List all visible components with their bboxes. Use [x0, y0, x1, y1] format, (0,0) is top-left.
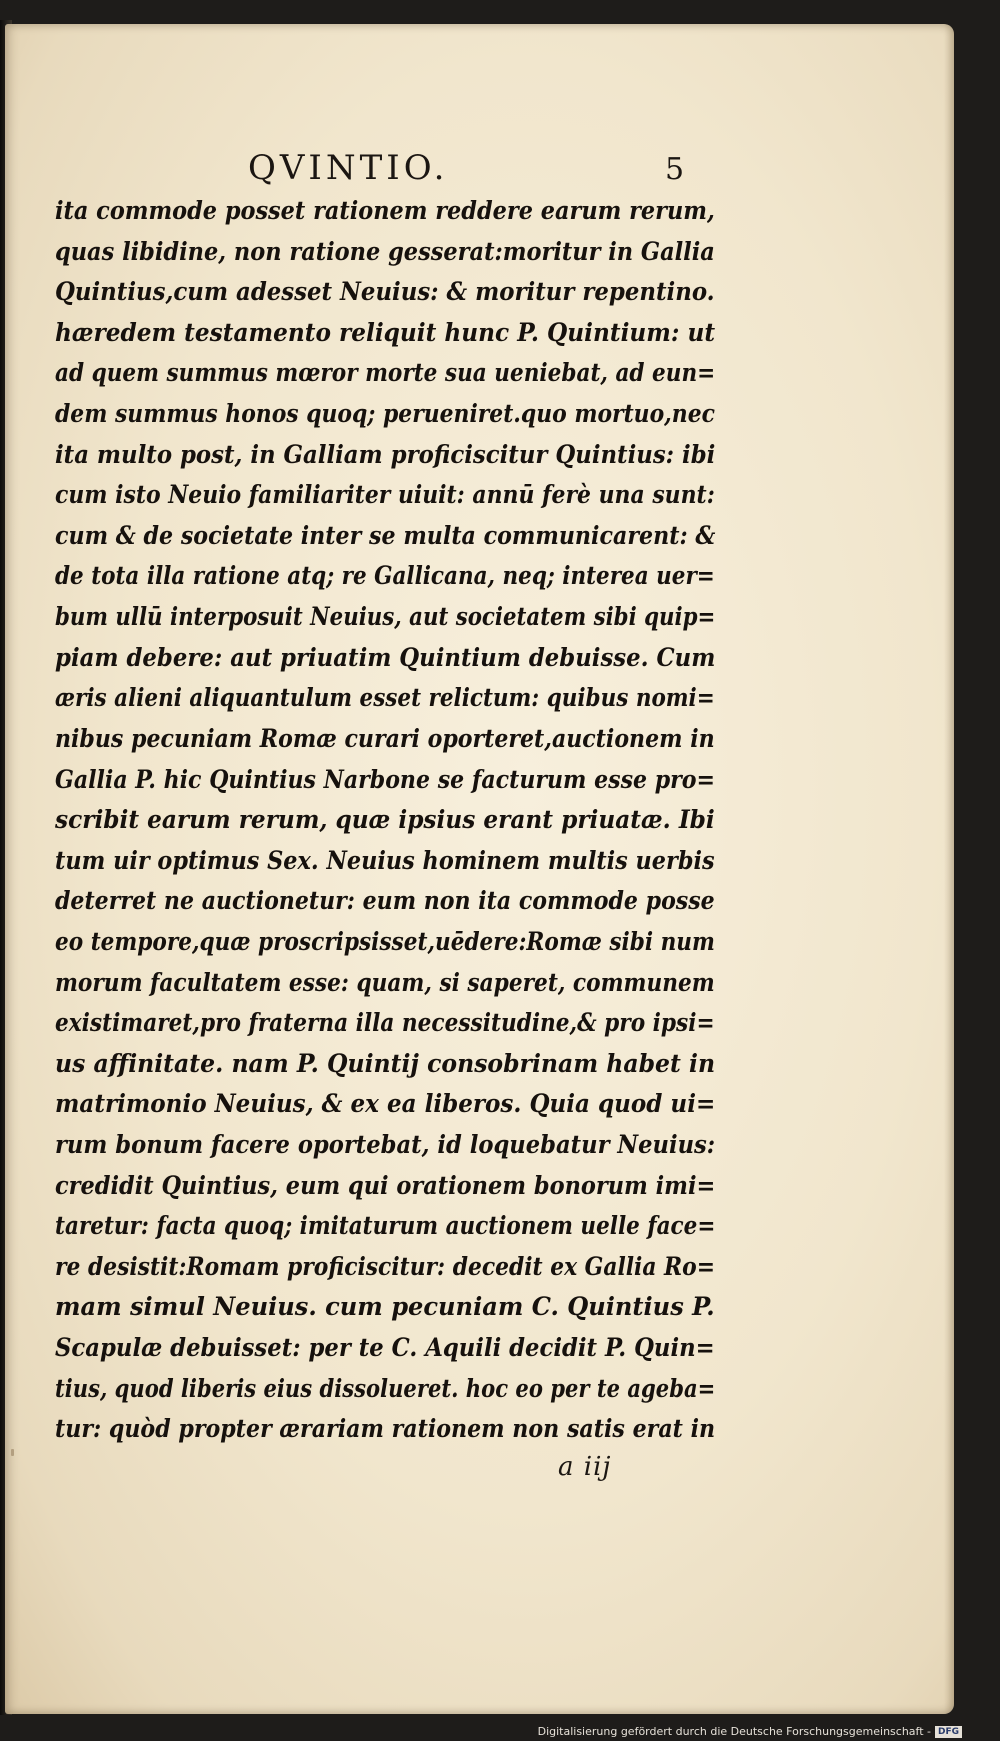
text-line: ad quem summus mœror morte sua ueniebat, ad eun=	[55, 357, 716, 388]
text-line: mam simul Neuius. cum pecuniam C. Quintius P.	[55, 1291, 715, 1322]
text-line: piam debere: aut priuatim Quintium debuisse. Cum	[55, 641, 716, 672]
text-line: deterret ne auctionetur: eum non ita commode posse	[55, 885, 715, 916]
text-line: matrimonio Neuius, & ex ea liberos. Quia quod ui=	[55, 1088, 716, 1119]
text-line: existimaret,pro fraterna illa necessitudine,& pro ipsi=	[55, 1007, 715, 1038]
text-line: cum isto Neuio familiariter uiuit: annū ferè una sunt:	[55, 479, 715, 510]
text-line: tum uir optimus Sex. Neuius hominem multis uerbis	[55, 844, 715, 875]
text-line: tius, quod liberis eius dissolueret. hoc eo per te ageba=	[55, 1372, 716, 1403]
text-block	[55, 190, 715, 1449]
dfg-logo: DFG	[935, 1726, 962, 1738]
text-line: quas libidine, non ratione gesserat:moritur in Gallia	[55, 235, 715, 266]
running-head: QVINTIO.	[248, 148, 449, 188]
digitization-credit	[538, 1725, 962, 1738]
credit-text: Digitalisierung gefördert durch die Deutsche Forschungsgemeinschaft -	[537, 1725, 931, 1738]
text-line: bum ullū interposuit Neuius, aut societatem sibi quip=	[55, 601, 716, 632]
text-line: morum facultatem esse: quam, si saperet, communem	[55, 966, 715, 997]
folio-number: 5	[665, 152, 685, 187]
text-line: ita multo post, in Galliam proficiscitur Quintius: ibi	[55, 438, 716, 469]
paper-speck	[11, 1449, 14, 1456]
text-line: scribit earum rerum, quæ ipsius erant priuatæ. Ibi	[55, 804, 715, 835]
text-line: hæredem testamento reliquit hunc P. Quintium: ut	[55, 316, 716, 347]
text-line: ita commode posset rationem reddere earum rerum,	[55, 195, 715, 225]
text-line: re desistit:Romam proficiscitur: decedit ex Gallia Ro=	[55, 1250, 716, 1281]
signature-mark: a iij	[558, 1452, 612, 1482]
text-line: credidit Quintius, eum qui orationem bonorum imi=	[55, 1169, 716, 1200]
text-line: æris alieni aliquantulum esset relictum: quibus nomi=	[55, 682, 715, 713]
text-line: taretur: facta quoq; imitaturum auctionem uelle face=	[55, 1210, 716, 1241]
text-line: eo tempore,quæ proscripsisset,uēdere:Romæ sibi num	[55, 925, 715, 956]
text-line: rum bonum facere oportebat, id loquebatur Neuius:	[55, 1129, 716, 1160]
text-line: Gallia P. hic Quintius Narbone se facturum esse pro=	[55, 763, 716, 794]
text-line: cum & de societate inter se multa communicarent: &	[55, 519, 716, 550]
text-line: Quintius,cum adesset Neuius: & moritur repentino.	[55, 276, 715, 307]
text-line: de tota illa ratione atq; re Gallicana, neq; interea uer=	[55, 560, 715, 591]
text-line: dem summus honos quoq; perueniret.quo mortuo,nec	[55, 398, 715, 429]
text-line: Scapulæ debuisset: per te C. Aquili decidit P. Quin=	[55, 1332, 715, 1363]
text-line: tur: quòd propter ærariam rationem non satis erat in	[55, 1413, 716, 1444]
text-line: us affinitate. nam P. Quintij consobrinam habet in	[55, 1047, 716, 1078]
text-line: nibus pecuniam Romæ curari oporteret,auctionem in	[55, 722, 715, 753]
